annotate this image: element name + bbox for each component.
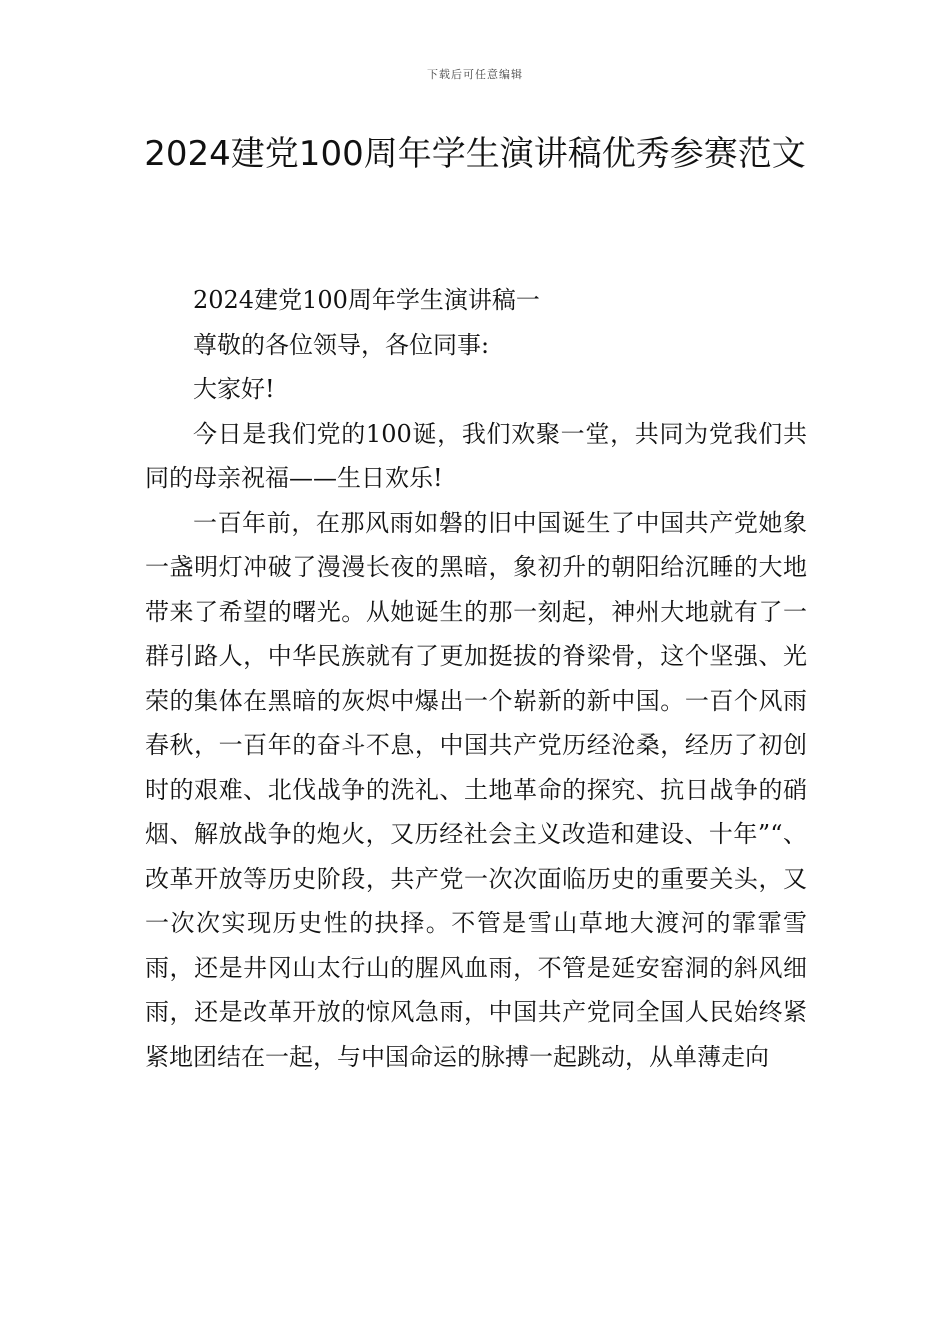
paragraph-greeting: 大家好! (193, 375, 275, 403)
document-body (145, 278, 807, 1079)
document-title: 2024建党100周年学生演讲稿优秀参赛范文 (144, 134, 806, 174)
header-note: 下载后可任意编辑 (427, 68, 523, 81)
paragraph-salutation: 尊敬的各位领导，各位同事: (193, 330, 490, 359)
paragraph-intro: 今日是我们党的100诞，我们欢聚一堂，共同为党我们共同的母亲祝福——生日欢乐! (145, 419, 807, 492)
paragraph-history: 一百年前，在那风雨如磐的旧中国诞生了中国共产党她象一盏明灯冲破了漫漫长夜的黑暗，象初升的朝阳给沉睡的大地带来了希望的曙光。从她诞生的那一刻起，神州大地就有了一群引路人，中华民族就有了更加挺拔的脊梁骨，这个坚强、光荣的集体在黑暗的灰烬中爆出一个崭新的新中国。一百个风雨春秋，一百年的奋斗不息，中国共产党历经沧桑，经历了初创时的艰难、北伐战争的洗礼、土地革命的探究、抗日战争的硝烟、解放战争的炮火，又历经社会主义改造和建设、十年”“、改革开放等历史阶段，共产党一次次面临历史的重要关头，又一次次实现历史性的抉择。不管是雪山草地大渡河的霏霏雪雨，还是井冈山太行山的腥风血雨，不管是延安窑洞的斜风细雨，还是改革开放的惊风急雨，中国共产党同全国人民始终紧紧地团结在一起，与中国命运的脉搏一起跳动，从单薄走向 (145, 508, 807, 1071)
paragraph-speech-heading: 2024建党100周年学生演讲稿一 (193, 286, 540, 314)
